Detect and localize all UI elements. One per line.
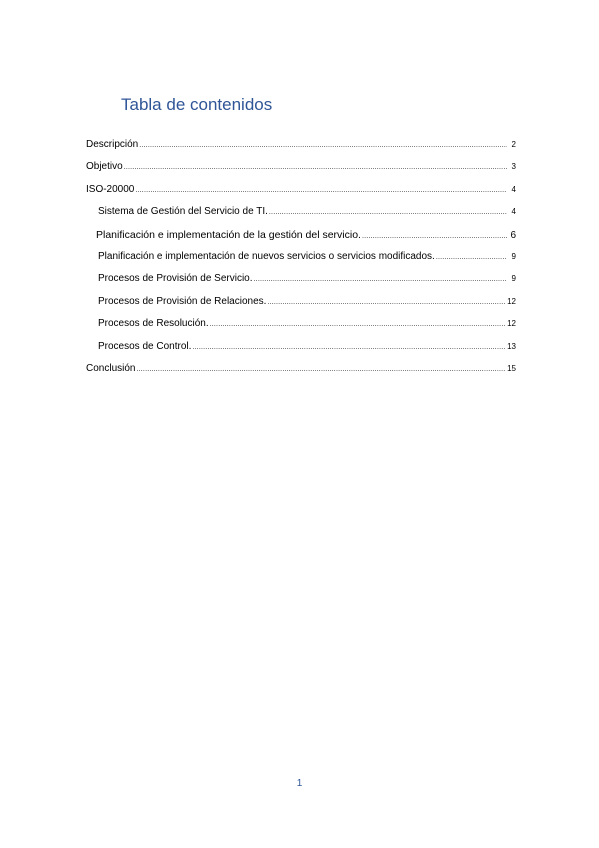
toc-entry-label: Procesos de Provisión de Relaciones. xyxy=(98,295,267,307)
table-of-contents xyxy=(86,139,516,385)
toc-entry-resolucion[interactable] xyxy=(86,318,516,340)
toc-entry-label: Sistema de Gestión del Servicio de TI. xyxy=(98,206,268,218)
toc-entry-label: Descripción xyxy=(86,139,139,150)
toc-entry-control[interactable] xyxy=(86,341,516,363)
toc-entry-provision-relaciones[interactable] xyxy=(86,296,516,318)
toc-entry-iso-20000[interactable] xyxy=(86,184,516,206)
toc-entry-page: 13 xyxy=(507,341,516,351)
toc-entry-page: 15 xyxy=(507,363,516,373)
toc-entry-conclusion[interactable] xyxy=(86,363,516,385)
toc-entry-page: 9 xyxy=(511,274,516,284)
toc-entry-label: Planificación e implementación de la gestión del servicio. xyxy=(96,228,361,241)
toc-entry-label: Procesos de Resolución. xyxy=(98,318,209,330)
toc-entry-label: Procesos de Control. xyxy=(98,340,192,352)
toc-leader-dots xyxy=(362,233,507,240)
toc-entry-descripcion[interactable] xyxy=(86,139,516,161)
toc-leader-dots xyxy=(436,254,507,261)
toc-entry-page: 9 xyxy=(511,251,516,261)
toc-entry-page: 3 xyxy=(511,162,516,172)
toc-entry-page: 12 xyxy=(507,296,516,306)
toc-entry-sistema-gestion[interactable] xyxy=(86,206,516,228)
toc-entry-label: Conclusión xyxy=(86,362,136,374)
toc-entry-page: 4 xyxy=(511,184,516,194)
toc-entry-page: 4 xyxy=(511,207,516,217)
toc-leader-dots xyxy=(192,344,506,351)
toc-leader-dots xyxy=(136,366,506,373)
toc-entry-objetivo[interactable] xyxy=(86,161,516,183)
toc-leader-dots xyxy=(269,209,507,216)
toc-entry-page: 12 xyxy=(507,319,516,329)
toc-leader-dots xyxy=(135,187,507,194)
toc-leader-dots xyxy=(254,276,507,283)
toc-entry-label: Planificación e implementación de nuevos servicios o servicios modificados. xyxy=(98,250,435,262)
toc-leader-dots xyxy=(139,142,507,149)
toc-entry-planificacion-nuevos[interactable] xyxy=(86,251,516,273)
toc-entry-label: Procesos de Provisión de Servicio. xyxy=(98,273,253,285)
toc-entry-planificacion-gestion[interactable] xyxy=(86,229,516,251)
toc-title: Tabla de contenidos xyxy=(121,95,273,114)
footer-page-number: 1 xyxy=(296,778,303,789)
toc-entry-label: ISO-20000 xyxy=(86,183,135,195)
toc-entry-label: Objetivo xyxy=(86,161,123,173)
toc-leader-dots xyxy=(267,299,506,306)
toc-leader-dots xyxy=(124,164,507,171)
toc-leader-dots xyxy=(210,321,506,328)
toc-entry-page: 2 xyxy=(511,140,516,149)
toc-entry-provision-servicio[interactable] xyxy=(86,273,516,295)
toc-entry-page: 6 xyxy=(510,229,516,241)
